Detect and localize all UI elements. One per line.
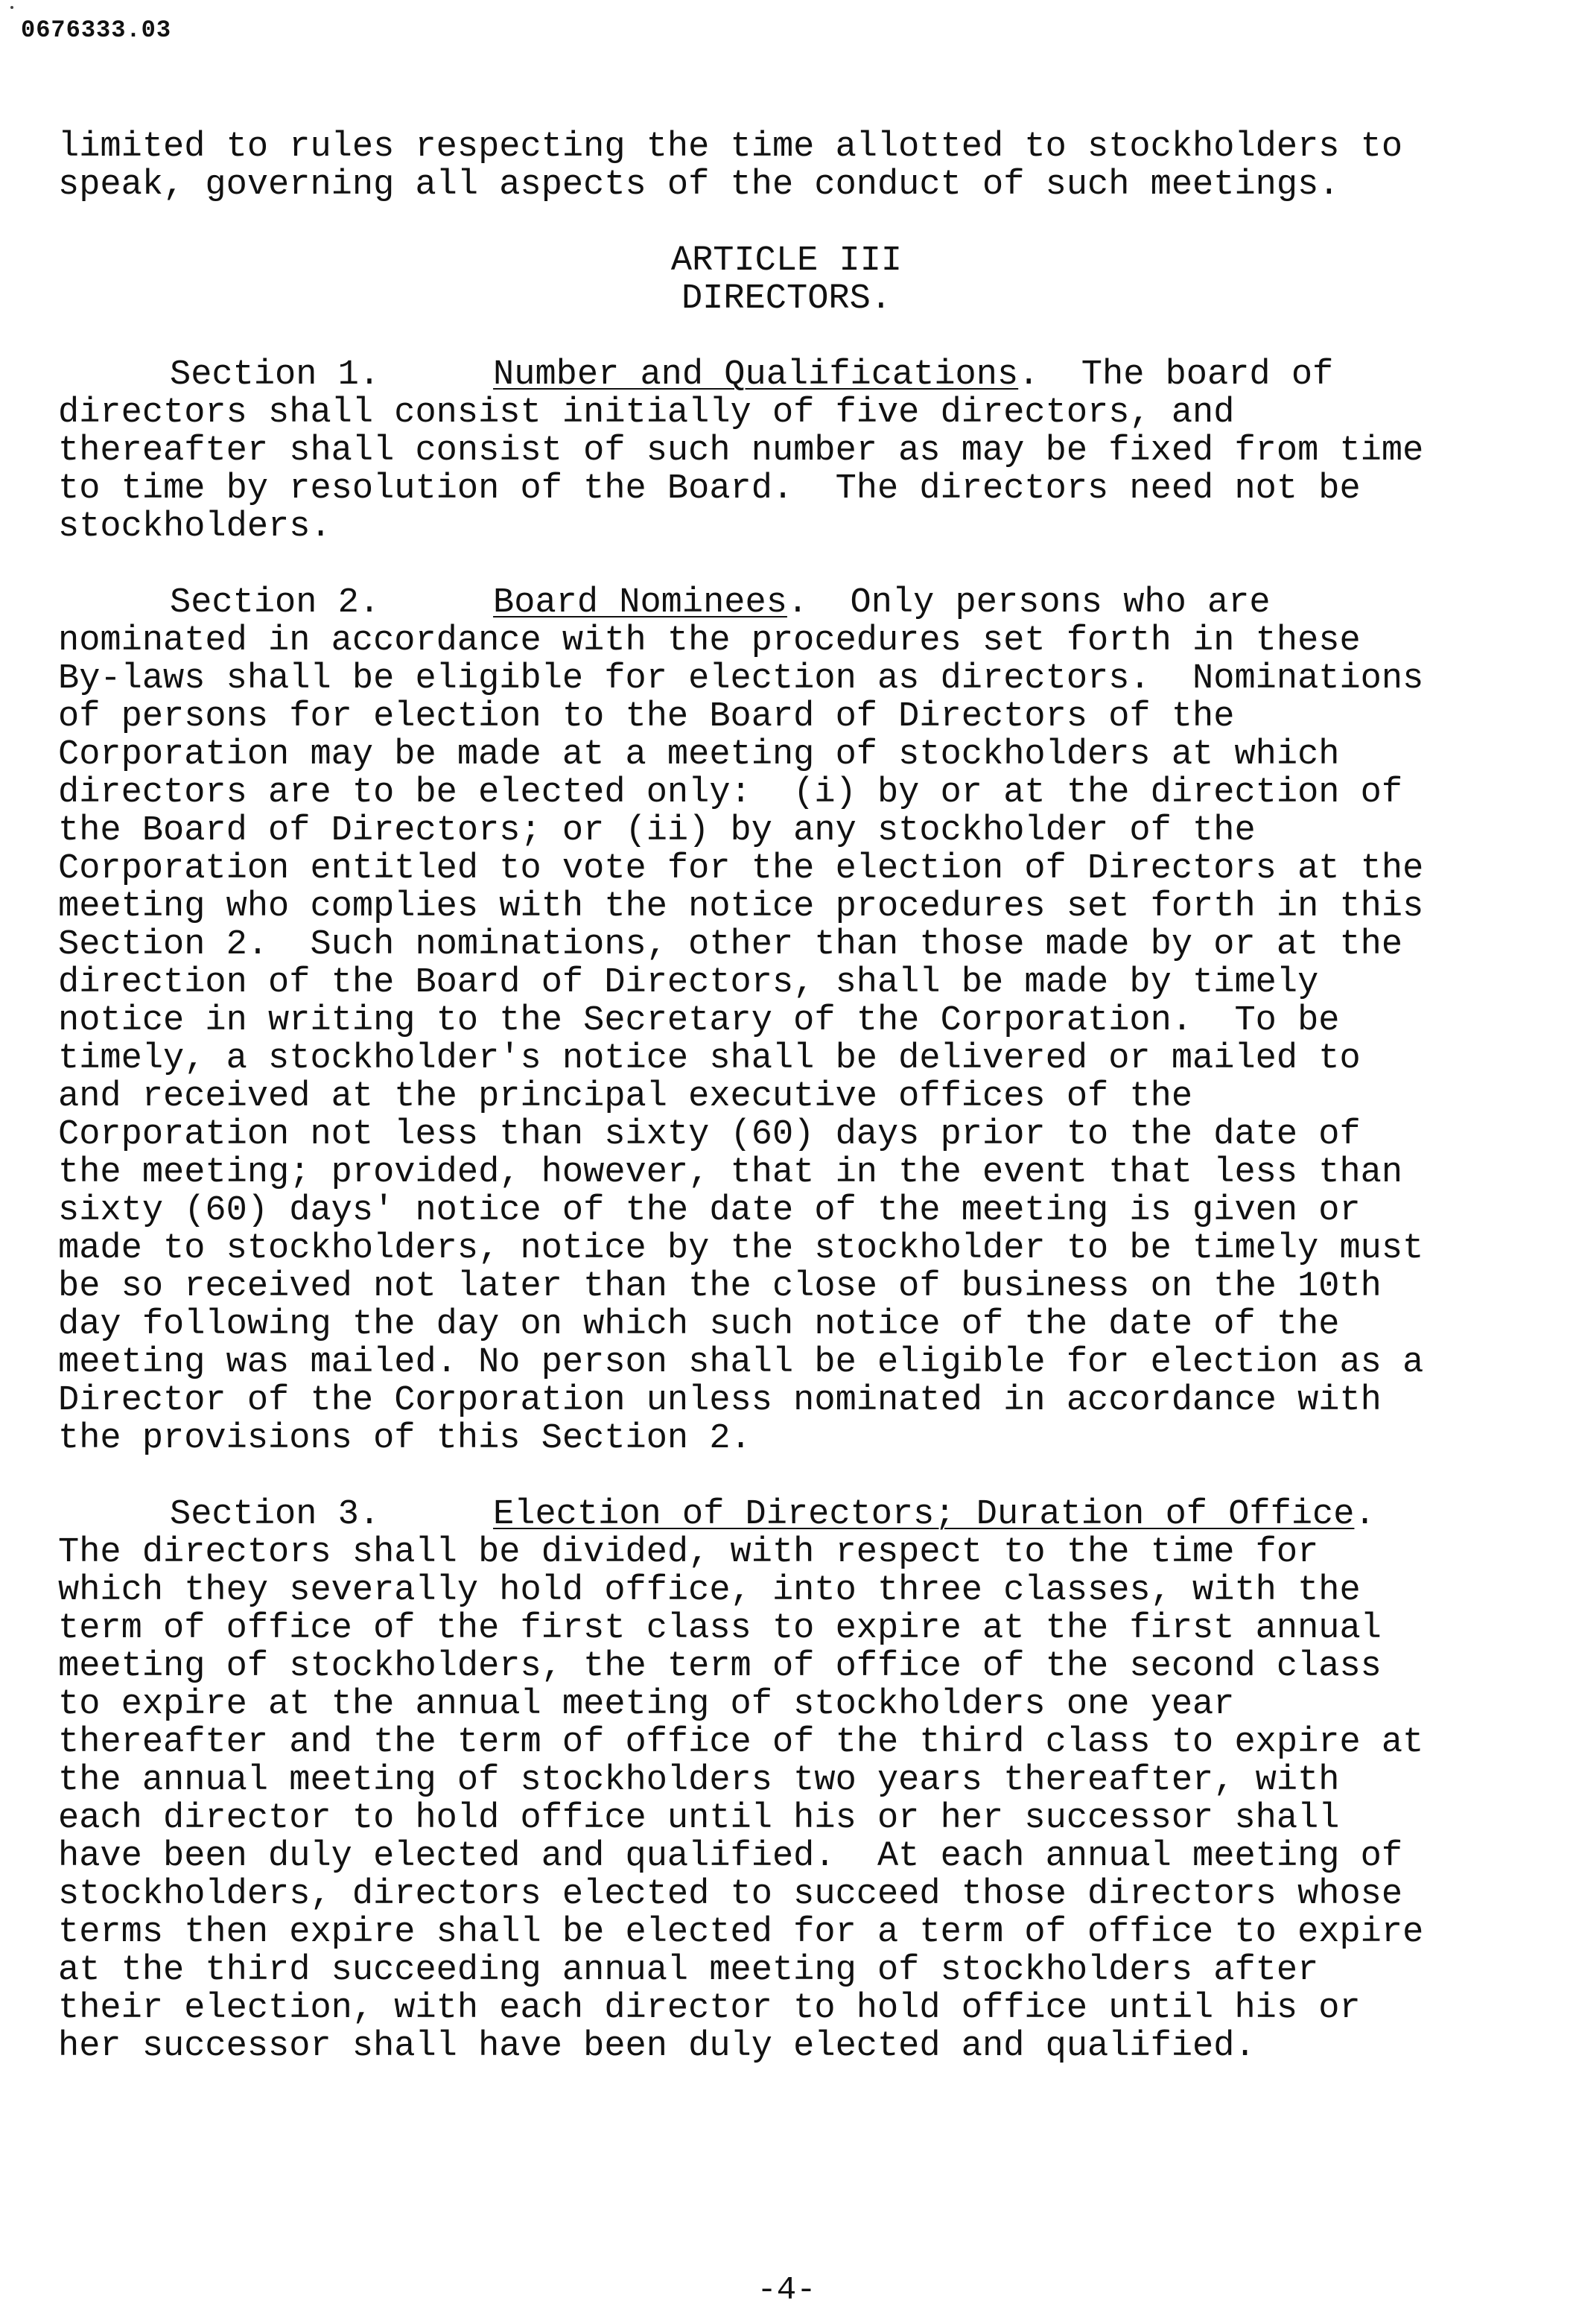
section-3-first-line-rest: . xyxy=(1354,1495,1376,1534)
section-1 xyxy=(58,356,1555,546)
section-2-line: direction of the Board of Directors, shall be made by timely xyxy=(58,963,1319,1003)
section-3-line: stockholders, directors elected to succeed those directors whose xyxy=(58,1875,1403,1914)
section-1-line: stockholders. xyxy=(58,507,331,547)
section-3-line: their election, with each director to hold office until his or xyxy=(58,1989,1361,2028)
section-3-line: terms then expire shall be elected for a term of office to expire xyxy=(58,1913,1424,1952)
page-number: -4- xyxy=(757,2272,816,2309)
section-3-heading: Election of Directors; Duration of Office xyxy=(493,1495,1355,1534)
section-2-line: nominated in accordance with the procedures set forth in these xyxy=(58,621,1361,661)
section-2-line: meeting who complies with the notice procedures set forth in this xyxy=(58,887,1424,927)
section-2-line: meeting was mailed. No person shall be eligible for election as a xyxy=(58,1343,1424,1382)
section-1-line: directors shall consist initially of five directors, and xyxy=(58,393,1235,433)
section-2-line: Corporation may be made at a meeting of stockholders at which xyxy=(58,735,1340,775)
section-2-line: Corporation not less than sixty (60) days prior to the date of xyxy=(58,1115,1361,1155)
section-2-line: the provisions of this Section 2. xyxy=(58,1419,751,1458)
section-3-line: thereafter and the term of office of the third class to expire at xyxy=(58,1723,1424,1762)
section-3-line: term of office of the first class to expire at the first annual xyxy=(58,1609,1382,1648)
article-number: ARTICLE III xyxy=(670,241,903,281)
document-id: 0676333.03 xyxy=(21,16,172,44)
section-2-first-line-rest: . Only persons who are xyxy=(786,583,1271,623)
section-2-line: day following the day on which such notice of the date of the xyxy=(58,1305,1340,1344)
section-2-line: sixty (60) days' notice of the date of the meeting is given or xyxy=(58,1191,1361,1231)
section-2-line: timely, a stockholder's notice shall be delivered or mailed to xyxy=(58,1039,1361,1079)
intro-line: limited to rules respecting the time allotted to stockholders to xyxy=(58,127,1403,167)
section-3-line: her successor shall have been duly elected and qualified. xyxy=(58,2027,1256,2066)
section-1-line: to time by resolution of the Board. The directors need not be xyxy=(58,469,1361,509)
section-3-first-line xyxy=(58,1496,1555,1534)
section-3-line: the annual meeting of stockholders two years thereafter, with xyxy=(58,1761,1340,1800)
section-2-line: Corporation entitled to vote for the election of Directors at the xyxy=(58,849,1424,889)
section-2-line: made to stockholders, notice by the stockholder to be timely must xyxy=(58,1229,1424,1269)
section-2-label: Section 2. xyxy=(170,583,381,623)
section-3 xyxy=(58,1496,1555,2066)
section-2-line: Director of the Corporation unless nominated in accordance with xyxy=(58,1381,1382,1420)
scan-speck xyxy=(10,6,13,9)
section-3-line: meeting of stockholders, the term of office of the second class xyxy=(58,1647,1382,1686)
section-1-label: Section 1. xyxy=(170,355,381,395)
section-3-line: which they severally hold office, into three classes, with the xyxy=(58,1571,1361,1610)
section-1-first-line xyxy=(58,356,1555,394)
section-3-line: have been duly elected and qualified. At each annual meeting of xyxy=(58,1837,1403,1876)
section-2-line: By-laws shall be eligible for election as directors. Nominations xyxy=(58,659,1424,699)
section-2-first-line xyxy=(58,584,1555,622)
section-1-line: thereafter shall consist of such number as may be fixed from time xyxy=(58,431,1424,471)
section-2-line: be so received not later than the close of business on the 10th xyxy=(58,1267,1382,1307)
section-2-line: notice in writing to the Secretary of the Corporation. To be xyxy=(58,1001,1340,1041)
section-3-line: to expire at the annual meeting of stockholders one year xyxy=(58,1685,1235,1724)
section-2-line: and received at the principal executive offices of the xyxy=(58,1077,1193,1117)
document-body xyxy=(58,128,1555,2066)
section-2-line: directors are to be elected only: (i) by or at the direction of xyxy=(58,773,1403,813)
article-heading xyxy=(0,242,1573,318)
section-1-first-line-rest: . The board of xyxy=(1018,355,1334,395)
intro-line: speak, governing all aspects of the conduct of such meetings. xyxy=(58,165,1340,205)
section-2-line: the meeting; provided, however, that in the event that less than xyxy=(58,1153,1403,1193)
article-title: DIRECTORS. xyxy=(681,279,892,319)
section-3-label: Section 3. xyxy=(170,1495,381,1534)
section-3-line: each director to hold office until his or her successor shall xyxy=(58,1799,1340,1838)
section-2 xyxy=(58,584,1555,1458)
section-3-line: at the third succeeding annual meeting of stockholders after xyxy=(58,1951,1319,1990)
section-2-heading: Board Nominees xyxy=(493,583,787,623)
section-3-line: The directors shall be divided, with respect to the time for xyxy=(58,1533,1319,1572)
section-2-line: of persons for election to the Board of Directors of the xyxy=(58,697,1235,737)
intro-paragraph xyxy=(58,128,1555,204)
section-2-line: Section 2. Such nominations, other than those made by or at the xyxy=(58,925,1403,965)
section-1-heading: Number and Qualifications xyxy=(493,355,1019,395)
section-2-line: the Board of Directors; or (ii) by any stockholder of the xyxy=(58,811,1256,851)
